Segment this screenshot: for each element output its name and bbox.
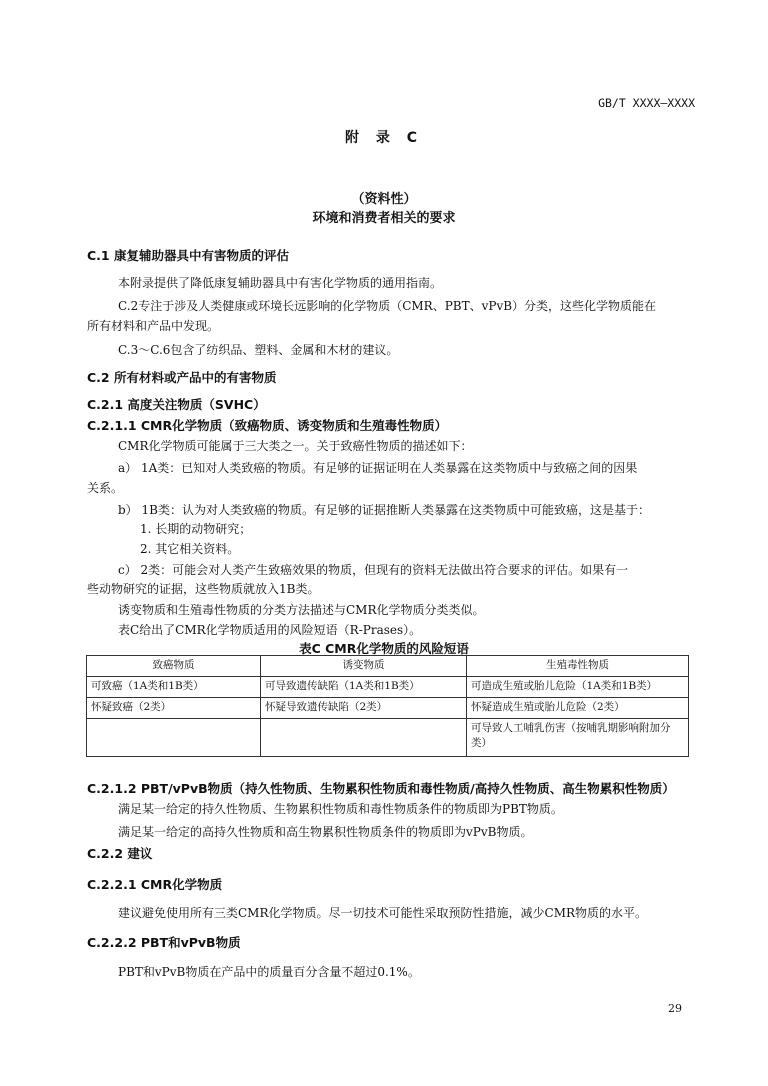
list-item-b2: 2. 其它相关资料。 bbox=[140, 542, 240, 556]
table-row bbox=[87, 677, 689, 698]
table-cell: 可导致遗传缺陷（1A类和1B类） bbox=[261, 677, 467, 698]
section-c212-heading: C.2.1.2 PBT/vPvB物质（持久性物质、生物累积性物质和毒性物质/高持久性物质、高生物累积性物质） bbox=[87, 781, 675, 796]
section-c1-paragraph: C.3～C.6包含了纺织品、塑料、金属和木材的建议。 bbox=[118, 343, 399, 357]
section-c1-paragraph: C.2专注于涉及人类健康或环境长远影响的化学物质（CMR、PBT、vPvB）分类，这些化学物质能在 bbox=[118, 299, 657, 313]
list-item-b1: 1. 长期的动物研究； bbox=[140, 522, 252, 536]
section-c1-paragraph: 所有材料和产品中发现。 bbox=[87, 319, 220, 333]
section-c1-paragraph: 本附录提供了降低康复辅助器具中有害化学物质的通用指南。 bbox=[118, 276, 443, 290]
section-c221-heading: C.2.2.1 CMR化学物质 bbox=[87, 877, 223, 892]
table-cell: 怀疑导致遗传缺陷（2类） bbox=[261, 698, 467, 719]
table-cell: 怀疑致癌（2类） bbox=[87, 698, 261, 719]
annex-title: 附 录 C bbox=[344, 130, 424, 146]
mutagen-note: 诱变物质和生殖毒性物质的分类方法描述与CMR化学物质分类类似。 bbox=[118, 603, 485, 617]
table-caption: 表C CMR化学物质的风险短语 bbox=[299, 641, 469, 656]
standard-code: GB/T XXXX—XXXX bbox=[598, 96, 695, 110]
page-number: 29 bbox=[668, 1002, 682, 1015]
table-row bbox=[87, 719, 689, 757]
table-cell: 怀疑造成生殖或胎儿危险（2类） bbox=[467, 698, 689, 719]
section-c221-paragraph: 建议避免使用所有三类CMR化学物质。尽一切技术可能性采取预防性措施，减少CMR物质的水平。 bbox=[118, 906, 648, 920]
section-c211-heading: C.2.1.1 CMR化学物质（致癌物质、诱变物质和生殖毒性物质） bbox=[87, 418, 448, 433]
table-row bbox=[87, 698, 689, 719]
table-cell: 可致癌（1A类和1B类） bbox=[87, 677, 261, 698]
table-header-cell: 致癌物质 bbox=[87, 656, 261, 677]
section-c211-intro: CMR化学物质可能属于三大类之一。关于致癌性物质的描述如下： bbox=[118, 439, 473, 453]
table-cell: 可造成生殖或胎儿危险（1A类和1B类） bbox=[467, 677, 689, 698]
section-c212-paragraph: 满足某一给定的高持久性物质和高生物累积性物质条件的物质即为vPvB物质。 bbox=[118, 825, 533, 839]
section-c2-heading: C.2 所有材料或产品中的有害物质 bbox=[87, 370, 277, 385]
table-header-cell: 诱变物质 bbox=[261, 656, 467, 677]
section-c222-heading: C.2.2.2 PBT和vPvB物质 bbox=[87, 935, 241, 950]
section-c212-paragraph: 满足某一给定的持久性物质、生物累积性物质和毒性物质条件的物质即为PBT物质。 bbox=[118, 802, 563, 816]
section-c22-heading: C.2.2 建议 bbox=[87, 846, 153, 861]
annex-subject: 环境和消费者相关的要求 bbox=[312, 211, 456, 226]
table-header-cell: 生殖毒性物质 bbox=[467, 656, 689, 677]
section-c222-paragraph: PBT和vPvB物质在产品中的质量百分含量不超过0.1%。 bbox=[118, 965, 420, 979]
list-item-c-cont: 些动物研究的证据，这些物质就放入1B类。 bbox=[87, 582, 320, 596]
list-item-b: b） 1B类：认为对人类致癌的物质。有足够的证据推断人类暴露在这类物质中可能致癌，这是基于： bbox=[118, 503, 650, 517]
section-c1-heading: C.1 康复辅助器具中有害物质的评估 bbox=[87, 248, 289, 263]
list-item-a-cont: 关系。 bbox=[87, 481, 124, 495]
list-item-c: c） 2类：可能会对人类产生致癌效果的物质，但现有的资料无法做出符合要求的评估。如果有一 bbox=[118, 563, 629, 577]
table-reference: 表C给出了CMR化学物质适用的风险短语（R-Prases）。 bbox=[118, 623, 422, 637]
risk-phrase-table bbox=[86, 655, 689, 757]
list-item-a: a） 1A类：已知对人类致癌的物质。有足够的证据证明在人类暴露在这类物质中与致癌之间的因果 bbox=[118, 461, 638, 475]
table-header-row bbox=[87, 656, 689, 677]
table-cell bbox=[87, 719, 261, 757]
annex-type: （资料性） bbox=[351, 192, 417, 207]
table-cell: 可导致人工哺乳伤害（按哺乳期影响附加分类） bbox=[467, 719, 689, 757]
section-c21-heading: C.2.1 高度关注物质（SVHC） bbox=[87, 397, 266, 412]
table-cell bbox=[261, 719, 467, 757]
